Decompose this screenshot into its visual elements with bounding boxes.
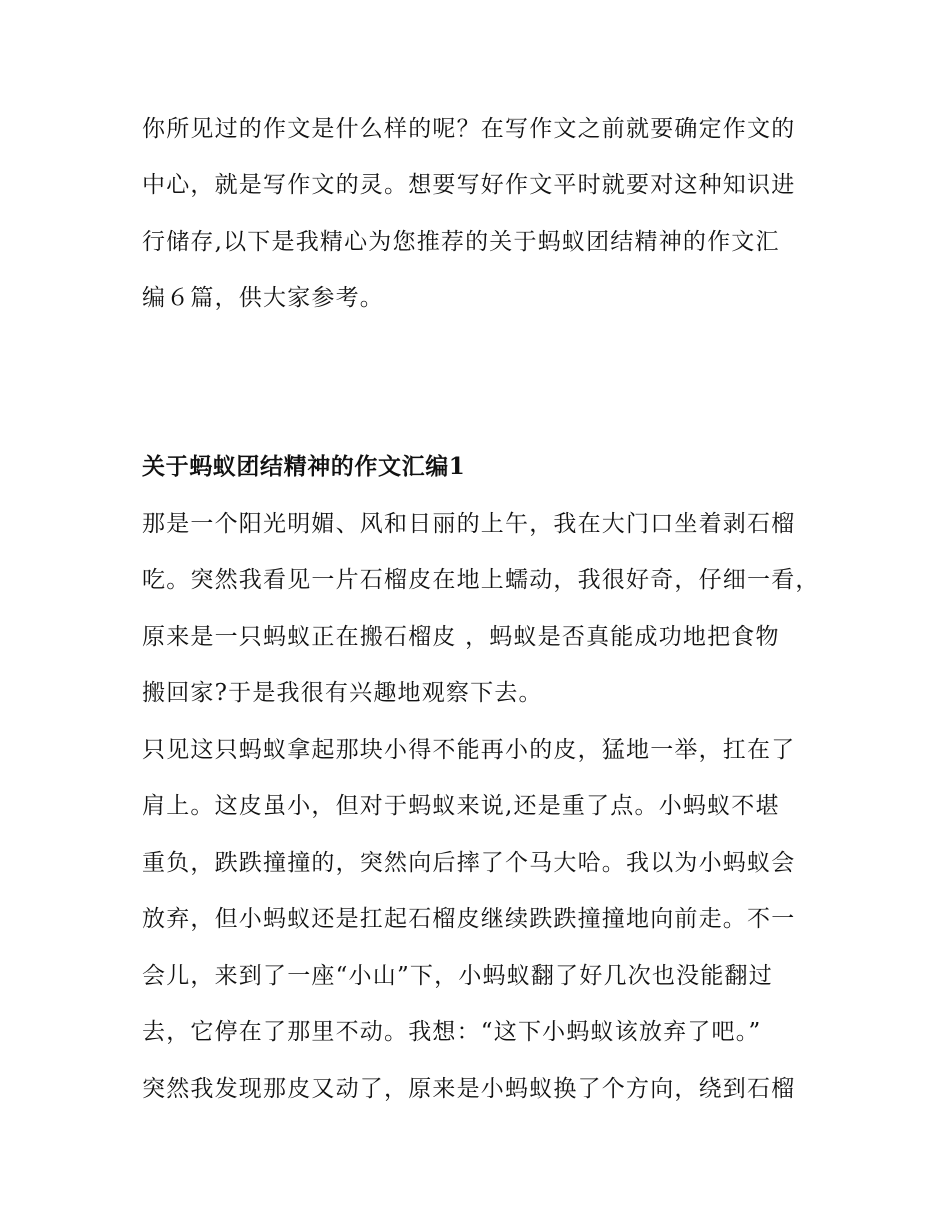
- paragraph1-line-2: 吃。突然我看见一片石榴皮在地上蠕动，我很好奇，仔细一看，: [142, 567, 820, 593]
- paragraph2-line-7: 突然我发现那皮又动了，原来是小蚂蚁换了个方向，绕到石榴: [142, 1076, 796, 1102]
- intro-line-4: 编６篇，供大家参考。: [142, 285, 384, 311]
- paragraph1-line-1: 那是一个阳光明媚、风和日丽的上午，我在大门口坐着剥石榴: [142, 511, 796, 537]
- paragraph1-line-3: 原来是一只蚂蚁正在搬石榴皮 ，蚂蚁是否真能成功地把食物: [142, 624, 780, 650]
- paragraph2-line-5: 会儿，来到了一座“小山”下，小蚂蚁翻了好几次也没能翻过: [142, 963, 773, 989]
- intro-line-3: 行储存,以下是我精心为您推荐的关于蚂蚁团结精神的作文汇: [142, 229, 780, 255]
- paragraph2-line-3: 重负，跌跌撞撞的，突然向后摔了个马大哈。我以为小蚂蚁会: [142, 850, 796, 876]
- intro-line-1: 你所见过的作文是什么样的呢？在写作文之前就要确定作文的: [142, 116, 796, 142]
- paragraph2-line-4: 放弃，但小蚂蚁还是扛起石榴皮继续跌跌撞撞地向前走。不一: [142, 906, 796, 932]
- intro-line-2: 中心，就是写作文的灵。想要写好作文平时就要对这种知识进: [142, 172, 796, 198]
- paragraph2-line-2: 肩上。这皮虽小，但对于蚂蚁来说,还是重了点。小蚂蚁不堪: [142, 793, 780, 819]
- paragraph2-line-6: 去，它停在了那里不动。我想：“这下小蚂蚁该放弃了吧。”: [142, 1019, 762, 1045]
- paragraph1-line-4: 搬回家?于是我很有兴趣地观察下去。: [142, 680, 543, 706]
- paragraph2-line-1: 只见这只蚂蚁拿起那块小得不能再小的皮，猛地一举，扛在了: [142, 737, 796, 763]
- section-heading: 关于蚂蚁团结精神的作文汇编1: [142, 453, 466, 480]
